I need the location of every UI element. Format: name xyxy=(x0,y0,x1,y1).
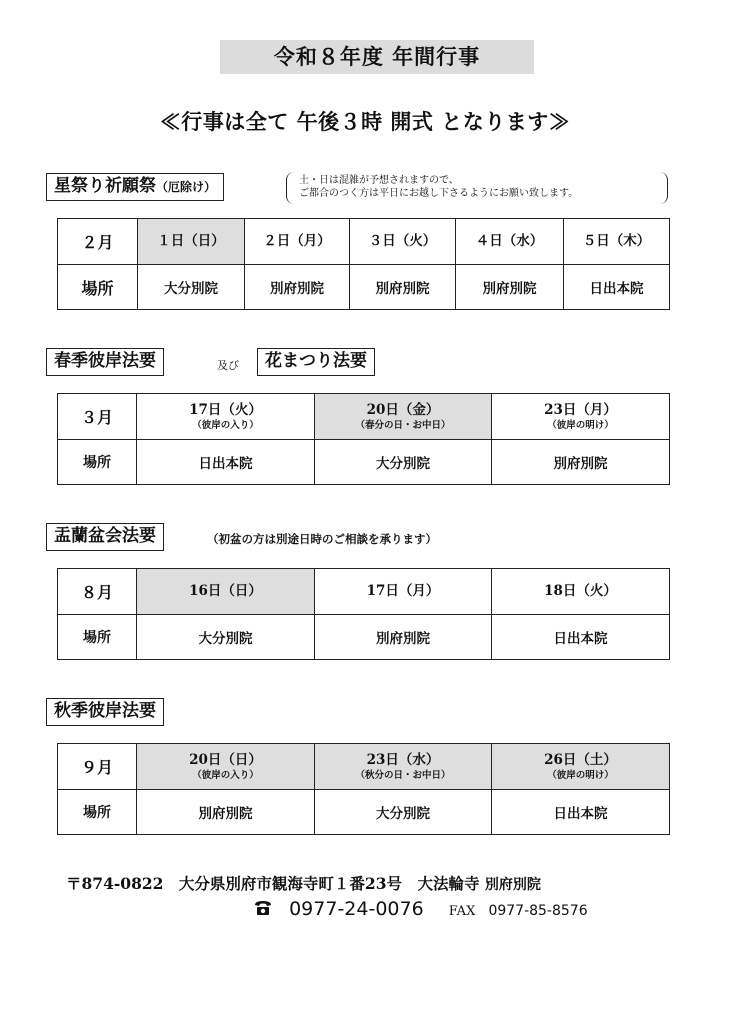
month-cell: ９月 xyxy=(58,744,137,790)
date-note: （彼岸の入り） xyxy=(192,769,259,781)
contact-line xyxy=(254,898,588,920)
section-subtitle: （厄除け） xyxy=(156,180,217,194)
month-cell: ３月 xyxy=(58,394,137,440)
telephone-number[interactable]: 0977-24-0076 xyxy=(289,898,424,920)
place-label: 場所 xyxy=(58,265,138,310)
place-cell: 別府別院 xyxy=(492,440,670,485)
place-label: 場所 xyxy=(58,615,137,660)
schedule-table-september xyxy=(57,743,670,835)
date-note: （彼岸の入り） xyxy=(192,419,259,431)
temple-address xyxy=(66,872,541,894)
place-cell: 別府別院 xyxy=(350,265,456,310)
section-label-autumn-higan: 秋季彼岸法要 xyxy=(46,698,164,726)
weekend-crowding-note xyxy=(286,172,668,204)
place-cell: 別府別院 xyxy=(137,790,315,835)
date-cell: 16日（日） xyxy=(137,569,315,615)
section-label-hanamatsuri: 花まつり法要 xyxy=(257,348,375,376)
place-cell: 大分別院 xyxy=(137,615,315,660)
section-label-hoshimatsuri xyxy=(46,173,224,201)
conjunction-text: 及び xyxy=(217,359,239,372)
address-text: 〒874-0822 大分県別府市観海寺町１番23号 大法輪寺 xyxy=(66,874,480,893)
place-cell: 別府別院 xyxy=(245,265,350,310)
page-title: 令和８年度 年間行事 xyxy=(220,40,534,74)
place-cell: 大分別院 xyxy=(138,265,245,310)
fax-label: FAX xyxy=(448,904,476,919)
place-label: 場所 xyxy=(58,440,137,485)
date-cell: 17日（火） （彼岸の入り） xyxy=(137,394,315,440)
hatsubon-note: （初盆の方は別途日時のご相談を承ります） xyxy=(207,532,437,546)
opening-time-notice: ≪行事は全て 午後３時 開式 となります≫ xyxy=(159,109,571,134)
schedule-table-february xyxy=(57,218,670,310)
note-line-2: ご都合のつく方は平日にお越し下さるようにお願い致します。 xyxy=(299,188,579,199)
schedule-table-march xyxy=(57,393,670,485)
date-cell: １日（日） xyxy=(138,219,245,265)
date-note: （彼岸の明け） xyxy=(547,769,614,781)
date-cell: ３日（火） xyxy=(350,219,456,265)
note-line-1: 土・日は混雑が予想されますので、 xyxy=(299,175,459,186)
date-note: （春分の日・お中日） xyxy=(355,419,451,431)
date-cell: 17日（月） xyxy=(315,569,492,615)
schedule-table-august xyxy=(57,568,670,660)
date-cell: 18日（火） xyxy=(492,569,670,615)
date-cell: ２日（月） xyxy=(245,219,350,265)
place-label: 場所 xyxy=(58,790,137,835)
date-cell: 20日（金） （春分の日・お中日） xyxy=(315,394,492,440)
date-cell: 23日（月） （彼岸の明け） xyxy=(492,394,670,440)
place-cell: 別府別院 xyxy=(315,615,492,660)
section-label-spring-higan: 春季彼岸法要 xyxy=(46,348,164,376)
place-cell: 日出本院 xyxy=(492,790,670,835)
date-note: （彼岸の明け） xyxy=(547,419,614,431)
place-cell: 日出本院 xyxy=(137,440,315,485)
date-note: （秋分の日・お中日） xyxy=(355,769,451,781)
date-cell: 23日（水） （秋分の日・お中日） xyxy=(315,744,492,790)
place-cell: 日出本院 xyxy=(492,615,670,660)
section-label-urabon: 盂蘭盆会法要 xyxy=(46,523,164,551)
place-cell: 日出本院 xyxy=(564,265,670,310)
date-cell: 20日（日） （彼岸の入り） xyxy=(137,744,315,790)
section-title: 星祭り祈願祭 xyxy=(54,176,156,196)
date-cell: 26日（土） （彼岸の明け） xyxy=(492,744,670,790)
fax-number: 0977-85-8576 xyxy=(488,903,588,919)
month-cell: ８月 xyxy=(58,569,137,615)
month-cell: ２月 xyxy=(58,219,138,265)
date-cell: ５日（木） xyxy=(564,219,670,265)
place-cell: 大分別院 xyxy=(315,440,492,485)
branch-name: 別府別院 xyxy=(484,877,541,893)
telephone-icon xyxy=(254,900,272,916)
place-cell: 大分別院 xyxy=(315,790,492,835)
date-cell: ４日（水） xyxy=(456,219,564,265)
place-cell: 別府別院 xyxy=(456,265,564,310)
